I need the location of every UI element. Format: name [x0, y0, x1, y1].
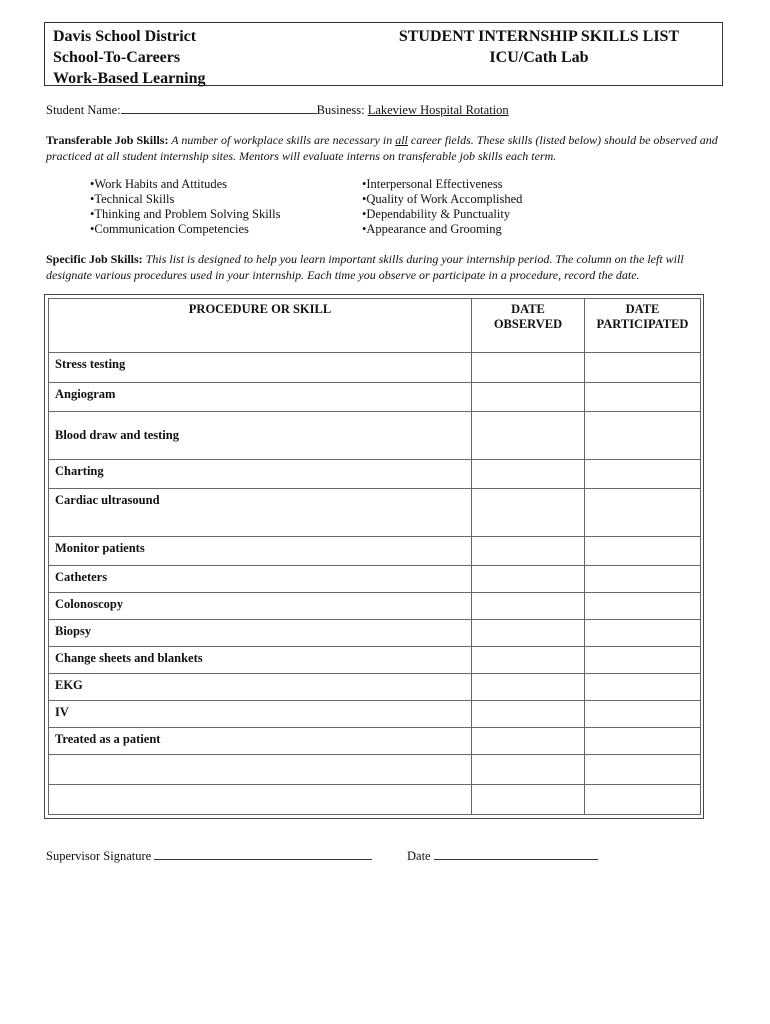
- date-observed-cell[interactable]: [472, 647, 585, 674]
- transferable-skills-right: [362, 177, 522, 237]
- form-title: STUDENT INTERNSHIP SKILLS LIST: [398, 28, 680, 45]
- date-label: Date: [407, 849, 431, 863]
- date-participated-cell[interactable]: [585, 593, 701, 620]
- date-observed-cell[interactable]: [472, 353, 585, 383]
- business-label: Business:: [316, 103, 365, 117]
- table-row: [49, 566, 701, 593]
- specific-text: This list is designed to help you learn important skills during your internship period. The column on the left will designate various procedures used in your internship. Each time you observe or participate in a procedure, record the date.: [46, 252, 684, 282]
- header-box: [44, 22, 723, 86]
- procedure-cell: Blood draw and testing: [49, 412, 472, 460]
- date-participated-cell[interactable]: [585, 785, 701, 815]
- procedure-cell: Cardiac ultrasound: [49, 489, 472, 537]
- table-row: [49, 755, 701, 785]
- transferable-skills-left: [90, 177, 281, 237]
- student-business-row: [46, 102, 509, 118]
- district-name: Davis School District: [53, 28, 197, 45]
- table-row: [49, 728, 701, 755]
- table-row: [49, 537, 701, 566]
- skill-item: •Work Habits and Attitudes: [90, 177, 228, 191]
- date-participated-cell[interactable]: [585, 412, 701, 460]
- procedure-cell: Treated as a patient: [49, 728, 472, 755]
- transferable-text-1: A number of workplace skills are necessary in: [168, 133, 396, 147]
- supervisor-signature-label: Supervisor Signature: [46, 849, 152, 863]
- skills-table-frame: [44, 294, 704, 819]
- procedure-cell: Biopsy: [49, 620, 472, 647]
- date-observed-cell[interactable]: [472, 593, 585, 620]
- specific-paragraph: [46, 251, 726, 283]
- procedure-cell: Change sheets and blankets: [49, 647, 472, 674]
- program-subtitle: Work-Based Learning: [53, 70, 206, 87]
- business-value: Lakeview Hospital Rotation: [367, 103, 509, 117]
- date-participated-cell[interactable]: [585, 460, 701, 489]
- date-observed-cell[interactable]: [472, 620, 585, 647]
- student-name-field[interactable]: [121, 102, 317, 114]
- procedure-cell: Catheters: [49, 566, 472, 593]
- date-participated-header: DATE PARTICIPATED: [585, 299, 701, 353]
- procedure-cell: EKG: [49, 674, 472, 701]
- procedure-cell: Monitor patients: [49, 537, 472, 566]
- date-participated-cell[interactable]: [585, 620, 701, 647]
- date-observed-cell[interactable]: [472, 460, 585, 489]
- date-participated-cell[interactable]: [585, 701, 701, 728]
- skill-item: •Dependability & Punctuality: [362, 207, 511, 221]
- transferable-text-underlined: all: [395, 133, 408, 147]
- procedure-cell: Colonoscopy: [49, 593, 472, 620]
- transferable-label: Transferable Job Skills:: [46, 133, 169, 147]
- skill-item: •Interpersonal Effectiveness: [362, 177, 503, 191]
- date-observed-cell[interactable]: [472, 489, 585, 537]
- skill-item: •Communication Competencies: [90, 222, 249, 236]
- date-participated-cell[interactable]: [585, 755, 701, 785]
- date-row: [407, 848, 598, 864]
- date-observed-header: DATE OBSERVED: [472, 299, 585, 353]
- date-participated-cell[interactable]: [585, 674, 701, 701]
- date-observed-cell[interactable]: [472, 537, 585, 566]
- specific-label: Specific Job Skills:: [46, 252, 143, 266]
- transferable-text-2: career fields. These skills (listed below) should be observed and practiced at all student internship sites. Mentors will evaluate interns on transferable job skills each term.: [46, 133, 718, 163]
- table-row: [49, 489, 701, 537]
- date-participated-cell[interactable]: [585, 537, 701, 566]
- date-observed-cell[interactable]: [472, 566, 585, 593]
- form-title-block: [359, 26, 719, 68]
- table-row: [49, 412, 701, 460]
- table-row: [49, 647, 701, 674]
- procedure-cell[interactable]: [49, 755, 472, 785]
- date-observed-cell[interactable]: [472, 412, 585, 460]
- procedure-cell: IV: [49, 701, 472, 728]
- date-participated-cell[interactable]: [585, 489, 701, 537]
- skill-item: •Appearance and Grooming: [362, 222, 502, 236]
- date-observed-cell[interactable]: [472, 701, 585, 728]
- procedure-cell: Angiogram: [49, 383, 472, 412]
- date-observed-cell[interactable]: [472, 728, 585, 755]
- student-name-label: Student Name:: [46, 103, 121, 117]
- procedure-header: PROCEDURE OR SKILL: [49, 299, 472, 353]
- table-row: [49, 701, 701, 728]
- table-row: [49, 785, 701, 815]
- table-row: [49, 353, 701, 383]
- table-row: [49, 460, 701, 489]
- procedure-cell: Charting: [49, 460, 472, 489]
- skill-item: •Quality of Work Accomplished: [362, 192, 523, 206]
- procedure-cell: Stress testing: [49, 353, 472, 383]
- date-observed-cell[interactable]: [472, 383, 585, 412]
- date-participated-cell[interactable]: [585, 566, 701, 593]
- procedure-cell[interactable]: [49, 785, 472, 815]
- table-header-row: [49, 299, 701, 353]
- transferable-paragraph: [46, 132, 726, 164]
- date-field[interactable]: [434, 848, 598, 860]
- table-row: [49, 620, 701, 647]
- form-subtitle: ICU/Cath Lab: [489, 49, 589, 66]
- date-observed-cell[interactable]: [472, 755, 585, 785]
- supervisor-signature-field[interactable]: [154, 848, 372, 860]
- date-participated-cell[interactable]: [585, 647, 701, 674]
- date-observed-cell[interactable]: [472, 674, 585, 701]
- table-row: [49, 383, 701, 412]
- skill-item: •Thinking and Problem Solving Skills: [90, 207, 281, 221]
- skill-item: •Technical Skills: [90, 192, 175, 206]
- table-row: [49, 593, 701, 620]
- date-participated-cell[interactable]: [585, 353, 701, 383]
- date-participated-cell[interactable]: [585, 728, 701, 755]
- date-observed-cell[interactable]: [472, 785, 585, 815]
- district-block: [53, 26, 205, 89]
- program-name: School-To-Careers: [53, 49, 181, 66]
- skills-table: [48, 298, 701, 815]
- table-row: [49, 674, 701, 701]
- date-participated-cell[interactable]: [585, 383, 701, 412]
- supervisor-signature-row: [46, 848, 372, 864]
